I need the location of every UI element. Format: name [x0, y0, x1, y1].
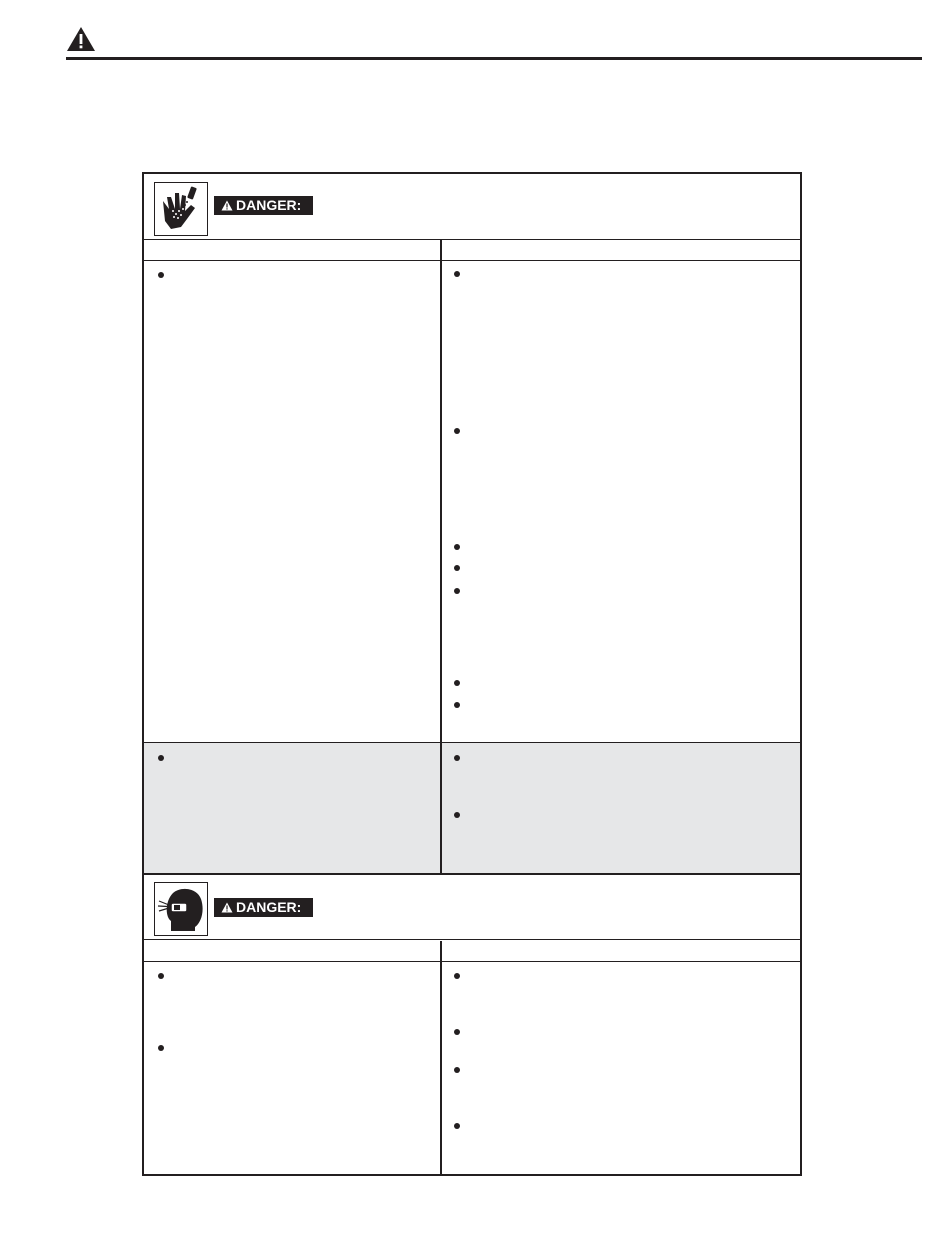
list-item: [454, 588, 460, 594]
list-item: [454, 755, 460, 761]
list-item: [158, 755, 164, 761]
hand-injection-icon: [154, 182, 208, 236]
danger-badge: [214, 898, 313, 917]
list-item: [454, 565, 460, 571]
list-item: [158, 1045, 164, 1051]
list-item: [454, 428, 460, 434]
danger-badge: [214, 196, 313, 215]
list-item: [454, 1029, 460, 1035]
eye-protection-icon: [154, 882, 208, 936]
column-header-row: [144, 941, 800, 962]
list-item: [158, 973, 164, 979]
list-item: [454, 702, 460, 708]
hazard-header-injection: [144, 174, 800, 240]
hazard-table: [142, 172, 802, 1176]
list-item: [454, 680, 460, 686]
hazard-row-shaded: [144, 742, 800, 873]
column-header-row: [144, 240, 800, 261]
list-item: [454, 1123, 460, 1129]
danger-label: DANGER:: [236, 899, 302, 915]
list-item: [454, 271, 460, 277]
hazard-header-eye: [144, 874, 800, 940]
list-item: [454, 973, 460, 979]
header-rule: [66, 57, 922, 60]
list-item: [454, 544, 460, 550]
warning-triangle-icon: [221, 902, 233, 913]
hazard-row: [144, 963, 800, 1174]
column-divider: [440, 742, 442, 873]
hazard-row: [144, 262, 800, 742]
list-item: [454, 1067, 460, 1073]
list-item: [158, 272, 164, 278]
danger-label: DANGER:: [236, 197, 302, 213]
list-item: [454, 812, 460, 818]
warning-triangle-icon: [221, 200, 233, 211]
warning-triangle-icon: [66, 26, 96, 52]
